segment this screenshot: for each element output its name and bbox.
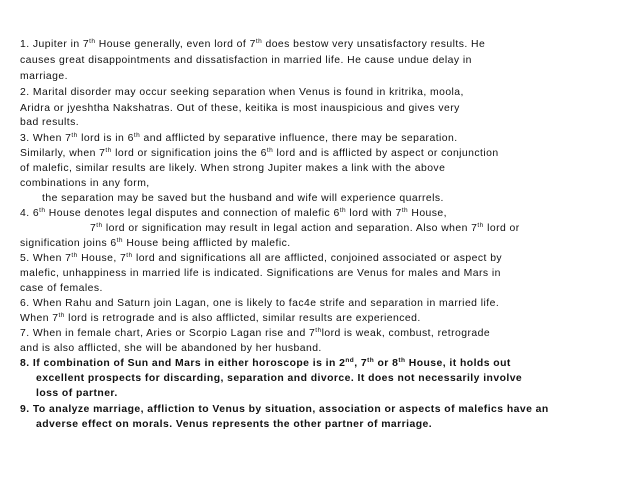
point-1-line-3: marriage.	[20, 71, 68, 82]
point-8-line-1: 8. If combination of Sun and Mars in either horoscope is in 2nd, 7th or 8th House, it holds out	[20, 357, 511, 369]
point-3-line-1: 3. When 7th lord is in 6th and afflicted by separative influence, there may be separation.	[20, 132, 458, 144]
point-5-line-2: malefic, unhappiness in married life is indicated. Significations are Venus for males and Mars in	[20, 268, 501, 279]
point-8-line-2: excellent prospects for discarding, separation and divorce. It does not necessarily involve	[36, 373, 523, 384]
point-1-line-1: 1. Jupiter in 7th House generally, even lord of 7th does bestow very unsatisfactory results. He	[20, 38, 486, 50]
point-2-line-2: Aridra or jyeshtha Nakshatras. Out of these, keitika is most inauspicious and gives very	[20, 103, 460, 114]
point-4-line-2: 7th lord or signification may result in legal action and separation. Also when 7th lord or	[90, 222, 520, 234]
point-7-line-2: and is also afflicted, she will be abandoned by her husband.	[20, 343, 322, 354]
point-2-line-1: 2. Marital disorder may occur seeking separation when Venus is found in kritrika, moola,	[20, 87, 464, 98]
point-7-line-1: 7. When in female chart, Aries or Scorpio Lagan rise and 7thlord is weak, combust, retrograde	[20, 327, 491, 339]
point-8-line-3: loss of partner.	[36, 388, 118, 399]
point-9-line-1: 9. To analyze marriage, affliction to Venus by situation, association or aspects of malefics have an	[20, 404, 549, 415]
point-3-line-4: combinations in any form,	[20, 178, 150, 189]
point-3-line-3: of malefic, similar results are likely. When strong Jupiter makes a link with the above	[20, 163, 446, 174]
point-6-line-1: 6. When Rahu and Saturn join Lagan, one is likely to fac4e strife and separation in married life.	[20, 298, 500, 309]
point-4-line-1: 4. 6th House denotes legal disputes and connection of malefic 6th lord with 7th House,	[20, 207, 447, 219]
point-2-line-3: bad results.	[20, 117, 80, 128]
point-6-line-2: When 7th lord is retrograde and is also afflicted, similar results are experienced.	[20, 312, 421, 324]
point-3-line-2: Similarly, when 7th lord or signification joins the 6th lord and is afflicted by aspect or conjunction	[20, 147, 499, 159]
point-1-line-2: causes great disappointments and dissatisfaction in married life. He cause undue delay in	[20, 55, 472, 66]
point-9-line-2: adverse effect on morals. Venus represents the other partner of marriage.	[36, 419, 433, 430]
point-5-line-3: case of females.	[20, 283, 103, 294]
point-3-line-5: the separation may be saved but the husband and wife will experience quarrels.	[42, 193, 444, 204]
point-5-line-1: 5. When 7th House, 7th lord and significations all are afflicted, conjoined associated or aspect by	[20, 252, 503, 264]
point-4-line-3: signification joins 6th House being afflicted by malefic.	[20, 237, 291, 249]
